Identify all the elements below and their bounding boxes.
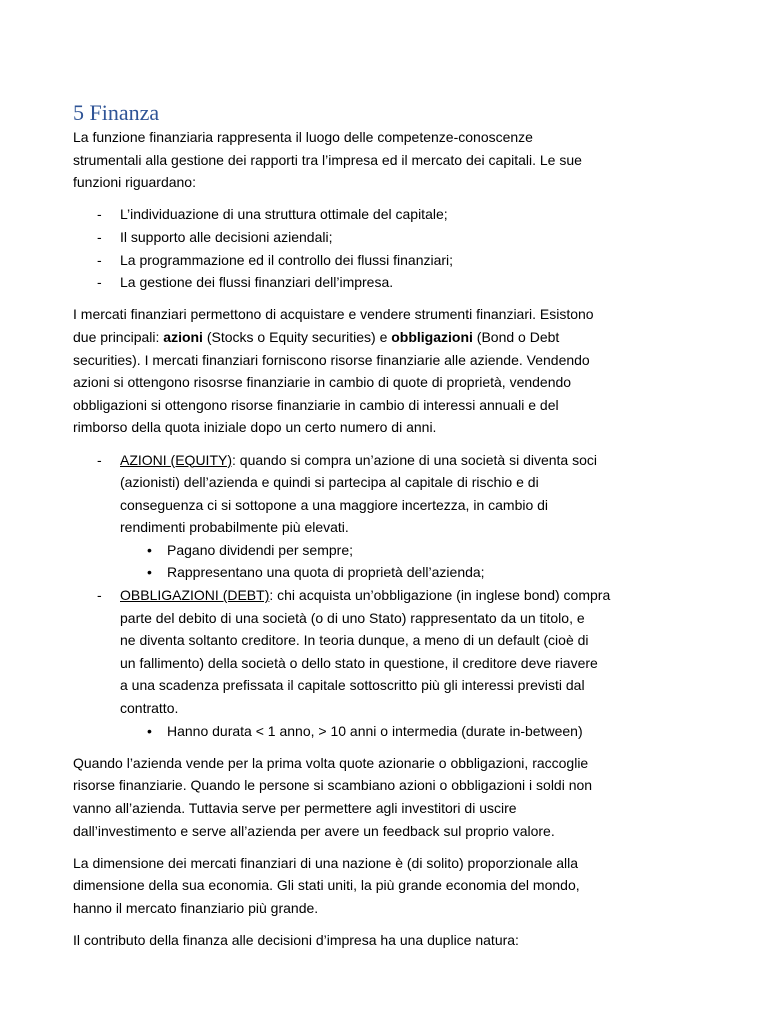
- debt-bullet-list: [120, 720, 753, 743]
- text-line: [73, 326, 753, 349]
- text-line: ne diventa soltanto creditore. In teoria dunque, a meno di un default (cioè di: [120, 632, 589, 649]
- text-line: vanno all’azienda. Tuttavia serve per permettere agli investitori di uscire: [73, 800, 517, 816]
- text-line: hanno il mercato finanziario più grande.: [73, 899, 319, 916]
- text-line: a una scadenza prefissata il capitale sottoscritto più gli interessi previsti dal: [120, 677, 585, 694]
- dash-marker: -: [97, 251, 102, 268]
- paragraph-contribution: [73, 929, 753, 952]
- list-item-debt: [73, 584, 753, 742]
- term-debt: OBBLIGAZIONI (DEBT): [120, 587, 270, 604]
- text-line: [120, 449, 753, 472]
- list-item-text: Il supporto alle decisioni aziendali;: [120, 228, 333, 245]
- text-line: risorse finanziarie. Quando le persone si scambiano azioni o obbligazioni i soldi non: [73, 777, 593, 794]
- text-line: parte del debito di una società (o di uno Stato) rappresentato da un titolo, e: [120, 609, 585, 626]
- dash-marker: -: [97, 274, 102, 291]
- list-item: [73, 226, 753, 249]
- bullet-text: Rappresentano una quota di proprietà dell’azienda;: [167, 564, 485, 581]
- text-run: due principali:: [73, 328, 164, 345]
- list-item-equity: [73, 449, 753, 585]
- list-item: [73, 249, 753, 272]
- text-line: I mercati finanziari permettono di acquistare e vendere strumenti finanziari. Esistono: [73, 306, 594, 323]
- text-line: Quando l’azienda vende per la prima volta quote azionarie o obbligazioni, raccoglie: [73, 754, 589, 771]
- list-item: [73, 271, 753, 294]
- bullet-marker: •: [147, 722, 152, 739]
- list-item-text: L’individuazione di una struttura ottimale del capitale;: [120, 206, 448, 223]
- bullet-marker: •: [147, 541, 152, 558]
- text-run: : chi acquista un’obbligazione (in inglese bond) compra: [269, 587, 611, 604]
- text-line: La dimensione dei mercati finanziari di una nazione è (di solito) proporzionale alla: [73, 854, 579, 871]
- text-line: [120, 584, 753, 607]
- bullet-text: Pagano dividendi per sempre;: [167, 541, 354, 558]
- text-line: funzioni riguardano:: [73, 174, 196, 191]
- list-item-text: La programmazione ed il controllo dei flussi finanziari;: [120, 251, 454, 268]
- bold-term-obbligazioni: obbligazioni: [391, 328, 473, 345]
- text-line: rendimenti probabilmente più elevati.: [120, 519, 349, 536]
- text-line: Il contributo della finanza alle decisioni d’impresa ha una duplice natura:: [73, 932, 519, 949]
- text-line: dimensione della sua economia. Gli stati uniti, la più grande economia del mondo,: [73, 877, 580, 894]
- paragraph-markets: [73, 303, 753, 439]
- paragraph-intro: [73, 126, 753, 194]
- text-line: rimborso della quota iniziale dopo un certo numero di anni.: [73, 419, 437, 436]
- text-line: dall’investimento e serve all’azienda per avere un feedback sul proprio valore.: [73, 822, 555, 839]
- bold-term-azioni: azioni: [163, 328, 203, 345]
- section-heading: 5 Finanza: [73, 100, 160, 125]
- dash-marker: -: [97, 587, 102, 604]
- text-line: securities). I mercati finanziari forniscono risorse finanziarie alle aziende. Vendendo: [73, 351, 590, 368]
- paragraph-market-size: [73, 852, 753, 920]
- text-line: conseguenza ci si sottopone a una maggiore incertezza, in cambio di: [120, 496, 549, 513]
- text-run: (Bond o Debt: [472, 328, 560, 345]
- equity-bullet-list: [120, 539, 753, 584]
- term-equity: AZIONI (EQUITY): [120, 451, 232, 468]
- bullet-marker: •: [147, 564, 152, 581]
- dash-marker: -: [97, 206, 102, 223]
- text-run: : quando si compra un’azione di una società si diventa soci: [232, 451, 597, 468]
- dash-marker: -: [97, 451, 102, 468]
- list-item-text: La gestione dei flussi finanziari dell’impresa.: [120, 274, 394, 291]
- paragraph-primary-market: [73, 752, 753, 842]
- text-line: strumentali alla gestione dei rapporti tra l’impresa ed il mercato dei capitali. Le sue: [73, 151, 582, 168]
- text-line: un fallimento) della società o dello stato in questione, il creditore deve riavere: [120, 654, 598, 671]
- bullet-item: [120, 561, 753, 584]
- text-line: contratto.: [120, 700, 179, 717]
- bullet-text: Hanno durata < 1 anno, > 10 anni o intermedia (durate in-between): [167, 722, 583, 739]
- bullet-item: [120, 539, 753, 562]
- text-run: (Stocks o Equity securities) e: [202, 328, 392, 345]
- document-page: [73, 100, 753, 952]
- bullet-item: [120, 720, 753, 743]
- instruments-list: [73, 449, 753, 743]
- functions-list: [73, 203, 753, 293]
- text-line: obbligazioni si ottengono risorse finanziarie in cambio di interessi annuali e del: [73, 396, 559, 413]
- text-line: (azionisti) dell’azienda e quindi si partecipa al capitale di rischio e di: [120, 474, 539, 491]
- text-line: La funzione finanziaria rappresenta il luogo delle competenze-conoscenze: [73, 129, 533, 145]
- list-item: [73, 203, 753, 226]
- dash-marker: -: [97, 228, 102, 245]
- text-line: azioni si ottengono risosrse finanziarie in cambio di quote di proprietà, vendendo: [73, 374, 572, 391]
